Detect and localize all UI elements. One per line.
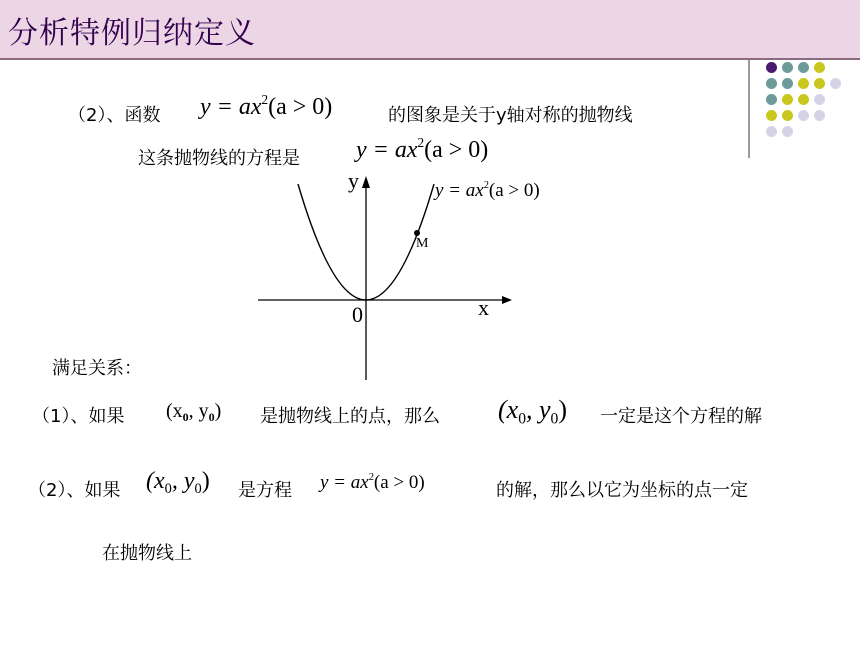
- rel1-pt-sub2: 0: [208, 410, 215, 425]
- curve-label-lhs: y = ax: [435, 180, 484, 201]
- page-title: 分析特例归纳定义: [8, 16, 256, 51]
- rel2-point: [146, 468, 210, 498]
- curve-label: [435, 180, 540, 202]
- rel2-pt-sub2: 0: [194, 481, 202, 498]
- rel1-prefix: （1）、如果: [32, 406, 125, 427]
- rel2-pt-mid: , y: [171, 468, 195, 494]
- x-axis-arrow: [502, 296, 512, 304]
- equation-condition: (a > 0): [424, 137, 489, 163]
- rel1-big-sub: 0: [518, 410, 526, 428]
- title-divider: [0, 58, 860, 60]
- decorative-dot: [814, 62, 825, 73]
- rel1-pt-mid: , y: [188, 400, 209, 422]
- rel1-pt-sub: 0: [182, 410, 189, 425]
- rel1-big-open: (x: [498, 395, 519, 424]
- decorative-dot: [782, 110, 793, 121]
- decorative-dot: [766, 94, 777, 105]
- rel2-suffix: 的解，那么以它为坐标的点一定: [496, 480, 748, 501]
- curve-label-condition: (a > 0): [488, 180, 540, 201]
- rel2-pt-close: ): [201, 468, 210, 494]
- rel1-point: [166, 400, 221, 423]
- decorative-dot: [798, 78, 809, 89]
- equation-exponent: 2: [417, 135, 425, 151]
- decorative-dot: [782, 62, 793, 73]
- rel2-pt-open: (x: [146, 468, 165, 494]
- decorative-vertical-rule: [748, 60, 750, 158]
- point-m-label: M: [416, 236, 429, 251]
- equation-inline: [200, 94, 332, 121]
- equation-exponent: 2: [368, 472, 374, 484]
- equation-lhs: y = ax: [356, 137, 418, 163]
- rel1-big-close: ): [558, 395, 568, 424]
- rel1-point-large: [498, 395, 568, 428]
- curve-label-exponent: 2: [483, 180, 489, 192]
- satisfy-label: 满足关系：: [52, 358, 142, 379]
- rel2-pt-sub: 0: [164, 481, 172, 498]
- line2-prefix: 这条抛物线的方程是: [138, 148, 300, 169]
- decorative-dot: [766, 62, 777, 73]
- rel1-middle: 是抛物线上的点，那么: [260, 406, 440, 427]
- decorative-dot: [782, 126, 793, 137]
- decorative-dot: [766, 78, 777, 89]
- decorative-dot: [814, 94, 825, 105]
- rel2-middle: 是方程: [238, 480, 292, 501]
- x-axis-label: x: [478, 295, 489, 320]
- rel2-continuation: 在抛物线上: [102, 543, 192, 564]
- equation-line2: [356, 137, 488, 164]
- decorative-dot: [798, 110, 809, 121]
- decorative-dot: [766, 110, 777, 121]
- origin-label: 0: [352, 302, 363, 327]
- equation-lhs: y = ax: [200, 94, 262, 120]
- rel1-pt-close: ): [214, 400, 222, 422]
- rel1-big-sub2: 0: [550, 410, 559, 428]
- equation-condition: (a > 0): [268, 94, 333, 120]
- rel1-suffix: 一定是这个方程的解: [600, 406, 762, 427]
- rel1-pt-open: (x: [166, 400, 183, 422]
- item2-suffix: 的图象是关于y轴对称的抛物线: [388, 105, 633, 126]
- rel2-equation: [320, 472, 425, 494]
- equation-lhs: y = ax: [320, 472, 369, 493]
- equation-exponent: 2: [261, 92, 269, 108]
- decorative-dot: [814, 78, 825, 89]
- decorative-dot: [830, 78, 841, 89]
- decorative-dot: [798, 62, 809, 73]
- equation-condition: (a > 0): [373, 472, 425, 493]
- item2-prefix: （2）、函数: [68, 105, 161, 126]
- decorative-dot: [782, 78, 793, 89]
- decorative-dot: [814, 110, 825, 121]
- y-axis-arrow: [362, 176, 370, 188]
- rel1-big-mid: , y: [526, 395, 551, 424]
- decorative-dot: [766, 126, 777, 137]
- decorative-dot: [782, 94, 793, 105]
- decorative-dot: [798, 94, 809, 105]
- y-axis-label: y: [348, 168, 359, 193]
- rel2-prefix: （2）、如果: [28, 480, 121, 501]
